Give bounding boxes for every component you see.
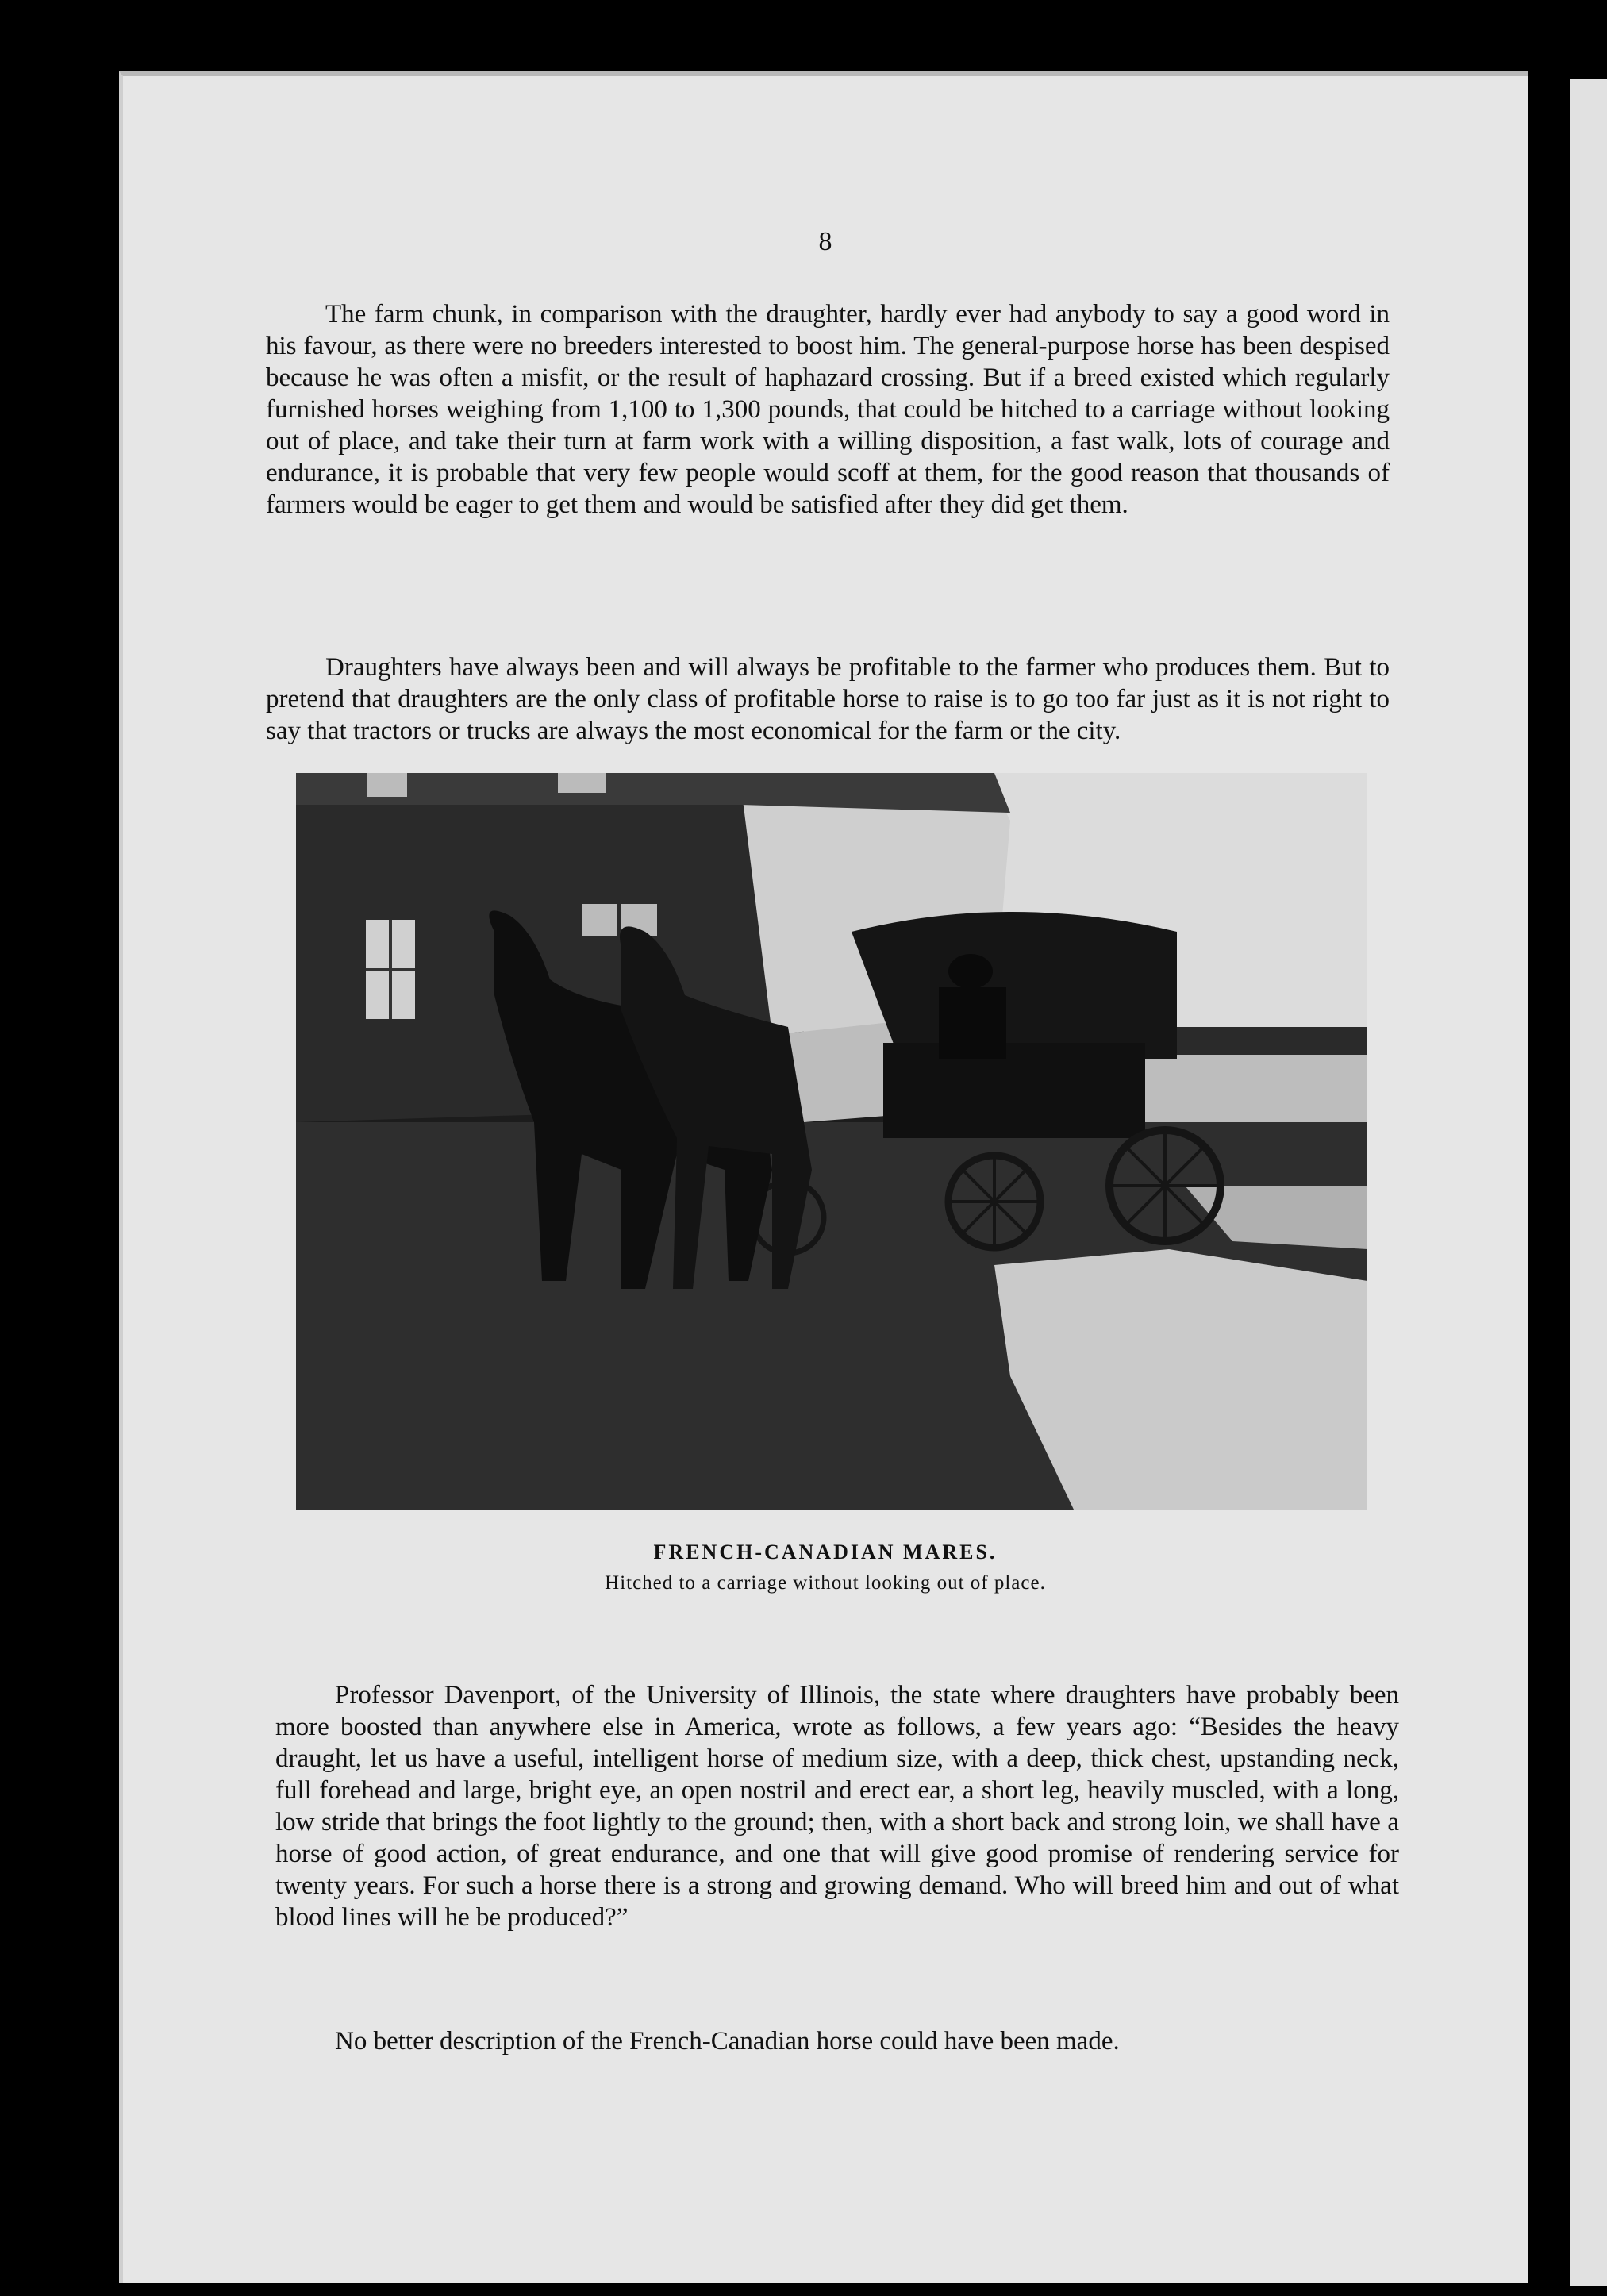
photo-illustration: [296, 773, 1367, 1510]
figure-caption-subtitle: Hitched to a carriage without looking out of place.: [605, 1572, 1046, 1594]
figure-caption-title: FRENCH-CANADIAN MARES.: [653, 1540, 998, 1563]
photograph-horses-carriage: [296, 773, 1367, 1510]
paragraph-davenport-quote: Professor Davenport, of the University of Illinois, the state where draughters have probably been more boosted than anywhere else in America, wrote as follows, a few years ago: “Besides the heavy draught, let us have a useful, intelligent horse of medium size, with a deep, thick chest, upstanding neck, full forehead and large, bright eye, an open nostril and erect ear, a short leg, heavily muscled, with a long, low stride that brings the foot lightly to the ground; then, with a short back and strong loin, we shall have a horse of good action, of great endurance, and one that will give good promise of rendering service for twenty years. For such a horse there is a strong and growing demand. Who will breed him and out of what blood lines will he be produced?”: [275, 1681, 1399, 1932]
paragraph-farm-chunk: The farm chunk, in comparison with the draughter, hardly ever had anybody to say a good word in his favour, as there were no breeders interested to boost him. The general-purpose horse has been despised because he was often a misfit, or the result of haphazard crossing. But if a breed existed which regularly furnished horses weighing from 1,100 to 1,300 pounds, that could be hitched to a carriage without looking out of place, and take their turn at farm work with a willing disposition, a fast walk, lots of courage and endurance, it is probable that very few people would scoff at them, for the good reason that thousands of farmers would be eager to get them and would be satisfied after they did get them.: [266, 300, 1390, 519]
paragraph-conclusion: No better description of the French-Canadian horse could have been made.: [335, 2027, 1120, 2056]
paragraph-draughters: Draughters have always been and will always be profitable to the farmer who produces them. But to pretend that draughters are the only class of profitable horse to raise is to go too far just as it is not right to say that tractors or trucks are always the most economical for the farm or the city.: [266, 653, 1390, 745]
adjacent-page-edge: [1570, 79, 1607, 2286]
page-number: 8: [818, 227, 832, 256]
document-page: [119, 71, 1528, 2283]
